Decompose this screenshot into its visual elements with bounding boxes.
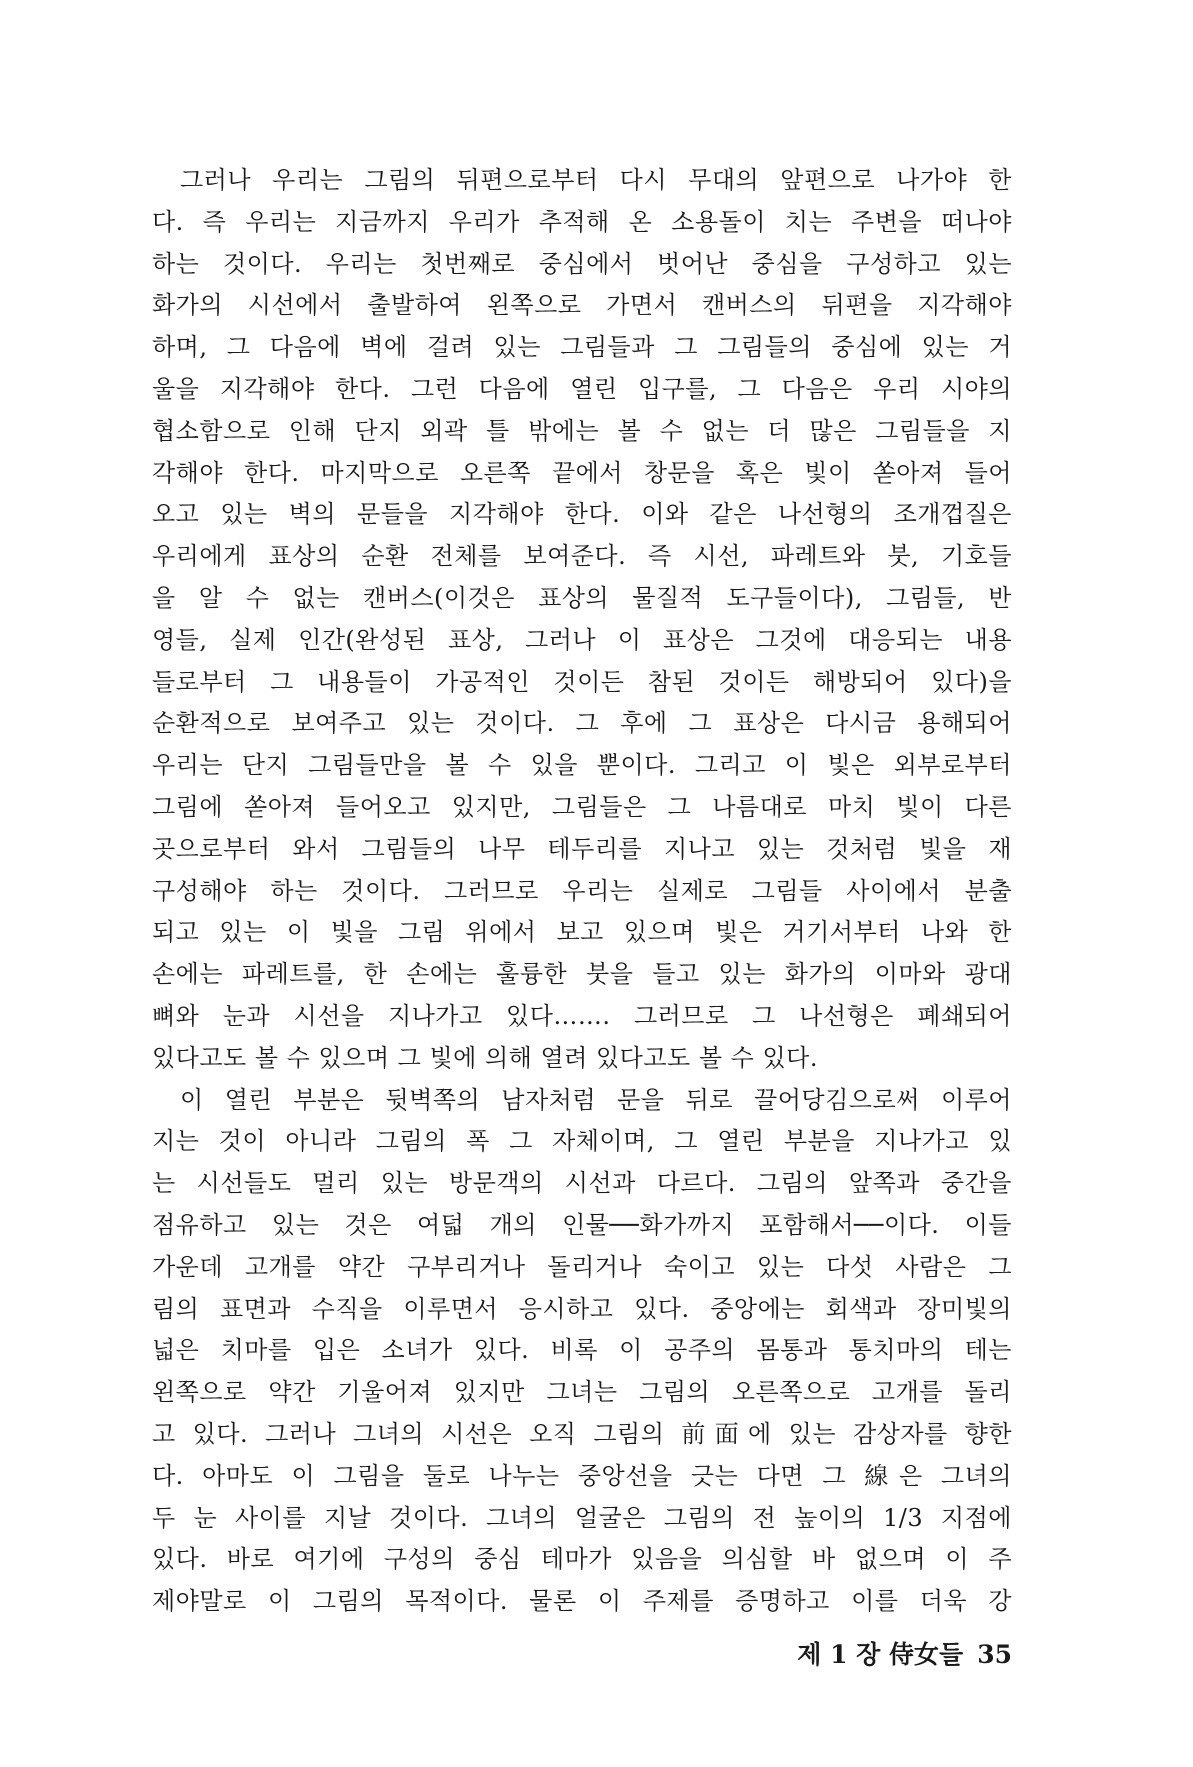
text-line: 이 열린 부분은 뒷벽쪽의 남자처럼 문을 뒤로 끌어당김으로써 이루어 bbox=[180, 1085, 1012, 1114]
text-line: 다. 아마도 이 그림을 둘로 나누는 중앙선을 긋는 다면 그 線은 그녀의 bbox=[152, 1461, 1012, 1490]
text-line: 그림에 쏟아져 들어오고 있지만, 그림들은 그 나름대로 마치 빛이 다른 bbox=[152, 792, 1012, 821]
text-line: 가운데 고개를 약간 구부리거나 돌리거나 숙이고 있는 다섯 사람은 그 bbox=[152, 1252, 1012, 1281]
text-line: 는 시선들도 멀리 있는 방문객의 시선과 다르다. 그림의 앞쪽과 중간을 bbox=[152, 1169, 1012, 1198]
text-line: 있다. 바로 여기에 구성의 중심 테마가 있음을 의심할 바 없으며 이 주 bbox=[152, 1545, 1012, 1574]
text-line: 협소함으로 인해 단지 외곽 틀 밖에는 볼 수 없는 더 많은 그림들을 지 bbox=[152, 416, 1012, 445]
text-line: 손에는 파레트를, 한 손에는 훌륭한 붓을 들고 있는 화가의 이마와 광대 bbox=[152, 960, 1012, 989]
text-line: 림의 표면과 수직을 이루면서 응시하고 있다. 중앙에는 회색과 장미빛의 bbox=[152, 1294, 1012, 1323]
text-line: 되고 있는 이 빛을 그림 위에서 보고 있으며 빛은 거기서부터 나와 한 bbox=[152, 918, 1012, 947]
body-text bbox=[152, 160, 1012, 1623]
text-line: 구성해야 하는 것이다. 그러므로 우리는 실제로 그림들 사이에서 분출 bbox=[152, 876, 1012, 905]
text-line: 점유하고 있는 것은 여덟 개의 인물──화가까지 포함해서──이다. 이들 bbox=[152, 1210, 1012, 1239]
text-line: 하며, 그 다음에 벽에 걸려 있는 그림들과 그 그림들의 중심에 있는 거 bbox=[152, 333, 1012, 362]
text-line: 오고 있는 벽의 문들을 지각해야 한다. 이와 같은 나선형의 조개껍질은 bbox=[152, 500, 1012, 529]
page-number: 35 bbox=[977, 1640, 1012, 1669]
text-line: 고 있다. 그러나 그녀의 시선은 오직 그림의 前面에 있는 감상자를 향한 bbox=[152, 1419, 1012, 1448]
text-line: 하는 것이다. 우리는 첫번째로 중심에서 벗어난 중심을 구성하고 있는 bbox=[152, 249, 1012, 278]
text-line: 넓은 치마를 입은 소녀가 있다. 비록 이 공주의 몸통과 통치마의 테는 bbox=[152, 1336, 1012, 1365]
text-line: 우리에게 표상의 순환 전체를 보여준다. 즉 시선, 파레트와 붓, 기호들 bbox=[152, 542, 1012, 571]
text-line: 다. 즉 우리는 지금까지 우리가 추적해 온 소용돌이 치는 주변을 떠나야 bbox=[152, 207, 1012, 236]
text-line: 들로부터 그 내용들이 가공적인 것이든 참된 것이든 해방되어 있다)을 bbox=[152, 667, 1012, 696]
text-line: 을 알 수 없는 캔버스(이것은 표상의 물질적 도구들이다), 그림들, 반 bbox=[152, 583, 1012, 612]
text-line: 순환적으로 보여주고 있는 것이다. 그 후에 그 표상은 다시금 용해되어 bbox=[152, 709, 1012, 738]
text-line: 화가의 시선에서 출발하여 왼쪽으로 가면서 캔버스의 뒤편을 지각해야 bbox=[152, 291, 1012, 320]
text-line: 뼈와 눈과 시선을 지나가고 있다……. 그러므로 그 나선형은 폐쇄되어 bbox=[152, 1001, 1012, 1030]
text-line: 왼쪽으로 약간 기울어져 있지만 그녀는 그림의 오른쪽으로 고개를 돌리 bbox=[152, 1378, 1012, 1407]
text-line: 두 눈 사이를 지날 것이다. 그녀의 얼굴은 그림의 전 높이의 1/3 지점에 bbox=[152, 1503, 1012, 1532]
running-head: 제 1 장 侍女들 bbox=[797, 1640, 964, 1669]
page-footer bbox=[760, 1635, 1012, 1671]
text-line: 각해야 한다. 마지막으로 오른쪽 끝에서 창문을 혹은 빛이 쏟아져 들어 bbox=[152, 458, 1012, 487]
text-line: 제야말로 이 그림의 목적이다. 물론 이 주제를 증명하고 이를 더욱 강 bbox=[152, 1587, 1012, 1616]
text-line: 영들, 실제 인간(완성된 표상, 그러나 이 표상은 그것에 대응되는 내용 bbox=[152, 625, 1012, 654]
text-line: 지는 것이 아니라 그림의 폭 그 자체이며, 그 열린 부분을 지나가고 있 bbox=[152, 1127, 1012, 1156]
text-line: 있다고도 볼 수 있으며 그 빛에 의해 열려 있다고도 볼 수 있다. bbox=[152, 1043, 818, 1072]
text-line: 곳으로부터 와서 그림들의 나무 테두리를 지나고 있는 것처럼 빛을 재 bbox=[152, 834, 1012, 863]
text-line: 울을 지각해야 한다. 그런 다음에 열린 입구를, 그 다음은 우리 시야의 bbox=[152, 374, 1012, 403]
text-line: 그러나 우리는 그림의 뒤편으로부터 다시 무대의 앞편으로 나가야 한 bbox=[180, 166, 1012, 194]
text-line: 우리는 단지 그림들만을 볼 수 있을 뿐이다. 그리고 이 빛은 외부로부터 bbox=[152, 751, 1012, 780]
